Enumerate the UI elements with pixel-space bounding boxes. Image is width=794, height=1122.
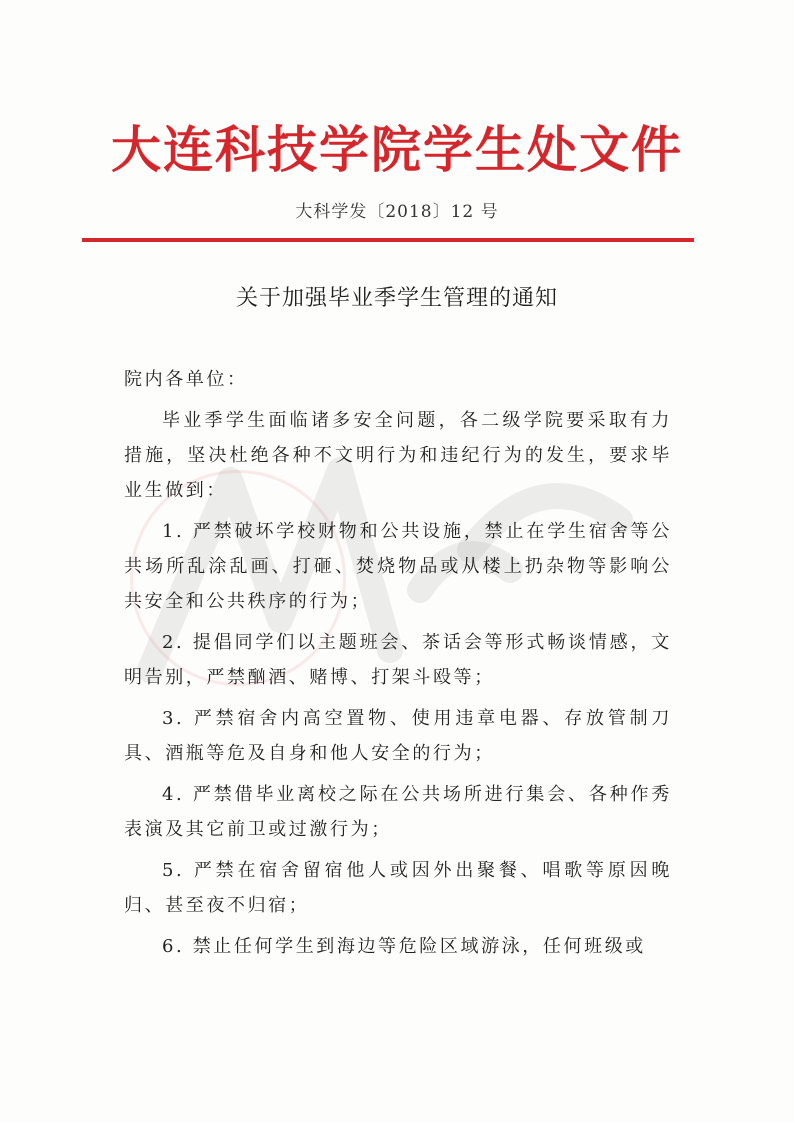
document-number: 大科学发〔2018〕12 号: [295, 202, 499, 222]
salutation: 院内各单位：: [124, 369, 248, 390]
list-item: 4. 严禁借毕业离校之际在公共场所进行集会、各种作秀表演及其它前卫或过激行为；: [124, 784, 672, 840]
notice-body: [124, 362, 672, 970]
red-divider-rule: [82, 238, 694, 242]
list-item: 3. 严禁宿舍内高空置物、使用违章电器、存放管制刀具、酒瓶等危及自身和他人安全的行为；: [124, 708, 672, 764]
list-item: 5. 严禁在宿舍留宿他人或因外出聚餐、唱歌等原因晚归、甚至夜不归宿；: [124, 860, 672, 916]
list-item: 6. 禁止任何学生到海边等危险区域游泳，任何班级或: [162, 936, 646, 957]
list-item: 2. 提倡同学们以主题班会、茶话会等形式畅谈情感，文明告别，严禁酗酒、赌博、打架斗殴等；: [124, 632, 672, 688]
intro-paragraph: 毕业季学生面临诸多安全问题，各二级学院要采取有力措施，坚决杜绝各种不文明行为和违纪行为的发生，要求毕业生做到：: [124, 410, 672, 501]
document-header-title: 大连科技学院学生处文件: [111, 120, 683, 179]
list-item: 1. 严禁破坏学校财物和公共设施，禁止在学生宿舍等公共场所乱涂乱画、打砸、焚烧物品或从楼上扔杂物等影响公共安全和公共秩序的行为；: [124, 521, 672, 612]
notice-title: 关于加强毕业季学生管理的通知: [235, 286, 558, 311]
